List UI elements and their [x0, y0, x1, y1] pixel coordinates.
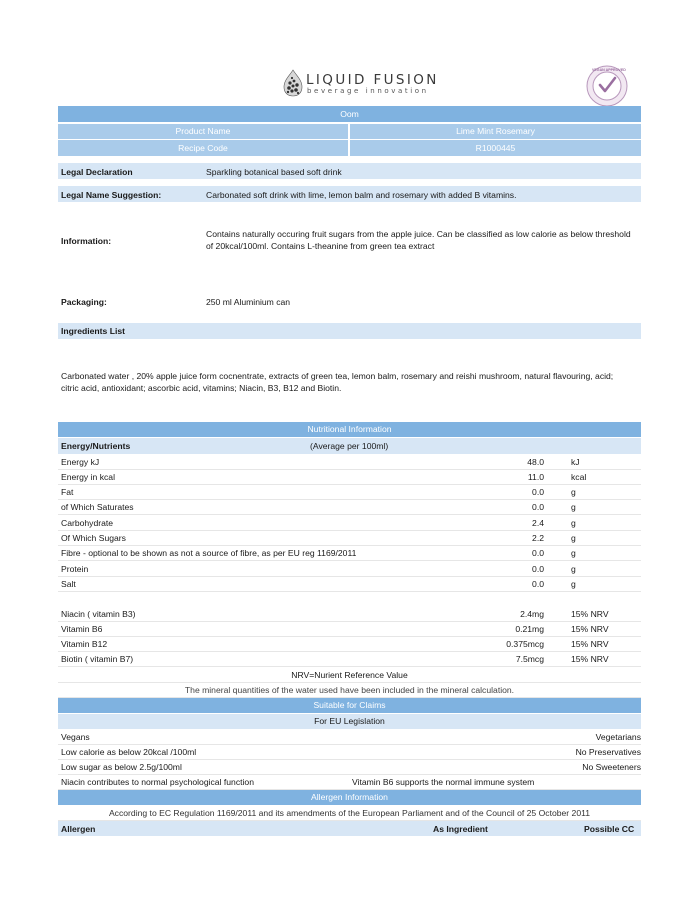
nutrient-name: Of Which Sugars — [61, 533, 126, 543]
nutrient-unit: g — [571, 518, 576, 528]
vitamin-value: 0.21mg — [515, 624, 544, 634]
claim-mid: Vitamin B6 supports the normal immune system — [352, 777, 535, 787]
logo-line2: beverage innovation — [307, 87, 429, 95]
nutrition-row — [58, 577, 641, 592]
nutrition-title: Nutritional Information — [58, 422, 641, 437]
nutrient-value: 0.0 — [532, 487, 544, 497]
recipe-code-label: Recipe Code — [58, 140, 348, 156]
nutrient-name: Carbohydrate — [61, 518, 114, 528]
vitamin-value: 0.375mcg — [506, 639, 544, 649]
vitamin-row — [58, 637, 641, 652]
nutrient-name: Fibre - optional to be shown as not a source of fibre, as per EU reg 1169/2011 — [61, 548, 357, 558]
nutrient-name: Protein — [61, 564, 89, 574]
claim-left: Niacin contributes to normal psychological function — [61, 777, 254, 787]
product-name-label: Product Name — [58, 124, 348, 139]
nutrition-row — [58, 546, 641, 561]
product-name-value: Lime Mint Rosemary — [350, 124, 641, 139]
allergen-col-cc: Possible CC — [584, 824, 635, 834]
vitamin-name: Vitamin B12 — [61, 639, 108, 649]
vitamin-row — [58, 622, 641, 637]
allergen-regulation: According to EC Regulation 1169/2011 and its amendments of the European Parliament and of the Council of 25 October 2011 — [58, 806, 641, 821]
claims-row — [58, 730, 641, 745]
nutrient-value: 11.0 — [527, 472, 544, 482]
nutrient-name: Energy kJ — [61, 457, 100, 467]
nutrient-unit: g — [571, 487, 576, 497]
claims-subtitle: For EU Legislation — [58, 714, 641, 729]
legal-declaration-label: Legal Declaration — [61, 167, 133, 177]
nutrient-name: Energy in kcal — [61, 472, 115, 482]
claim-right: No Preservatives — [575, 747, 641, 757]
nutrient-name: Fat — [61, 487, 74, 497]
ingredients-list-header: Ingredients List — [58, 323, 641, 339]
vitamin-name: Vitamin B6 — [61, 624, 103, 634]
claim-left: Low sugar as below 2.5g/100ml — [61, 762, 182, 772]
nutrient-unit: kcal — [571, 472, 587, 482]
vitamin-value: 2.4mg — [520, 609, 544, 619]
claims-title: Suitable for Claims — [58, 698, 641, 713]
nutrient-unit: g — [571, 548, 576, 558]
nutrient-unit: g — [571, 502, 576, 512]
nrv-note: NRV=Nurient Reference Value — [58, 668, 641, 683]
nutrition-row — [58, 470, 641, 485]
allergen-col-ingredient: As Ingredient — [433, 824, 488, 834]
vitamin-nrv: 15% NRV — [571, 624, 609, 634]
nutrition-row — [58, 516, 641, 531]
claims-row — [58, 745, 641, 760]
mineral-note: The mineral quantities of the water used have been included in the mineral calculation. — [58, 683, 641, 698]
claim-right: No Sweeteners — [582, 762, 641, 772]
allergen-header-row — [58, 821, 641, 836]
packaging-value: 250 ml Aluminium can — [206, 297, 291, 307]
company-logo — [282, 68, 439, 100]
nutrient-unit: g — [571, 533, 576, 543]
nutrient-name: of Which Saturates — [61, 502, 134, 512]
nutrient-value: 0.0 — [532, 579, 544, 589]
company-band: Oom — [58, 106, 641, 122]
vitamin-row — [58, 652, 641, 667]
vitamin-nrv: 15% NRV — [571, 609, 609, 619]
information-value: Contains naturally occuring fruit sugars from the apple juice. Can be classified as low calorie as below threshold of 20kcal/100ml. Contains L-theanine from green tea extract — [206, 229, 631, 251]
nutrition-row — [58, 455, 641, 470]
nutrient-value: 0.0 — [532, 564, 544, 574]
nutrient-value: 2.4 — [532, 518, 544, 528]
allergen-title: Allergen Information — [58, 790, 641, 805]
nutrient-value: 0.0 — [532, 548, 544, 558]
vitamin-nrv: 15% NRV — [571, 639, 609, 649]
droplet-cluster-icon — [282, 69, 304, 97]
ingredients-text: Carbonated water , 20% apple juice form cocnentrate, extracts of green tea, lemon balm, rosemary and reishi mushroom, natural flavouring, acid; citric acid, antioxidant; ascorbic acid, vitamins; Niacin, B3, B12 and Biotin. — [61, 371, 614, 393]
claims-row — [58, 760, 641, 775]
vitamin-value: 7.5mcg — [515, 654, 544, 664]
claims-row — [58, 775, 641, 790]
average-per-label: (Average per 100ml) — [310, 441, 389, 451]
nutrient-value: 2.2 — [532, 533, 544, 543]
badge-text: VEGAN APPROVED — [592, 68, 626, 72]
legal-name-label: Legal Name Suggestion: — [61, 190, 162, 200]
nutrient-unit: kJ — [571, 457, 580, 467]
vitamin-name: Niacin ( vitamin B3) — [61, 609, 136, 619]
legal-declaration-row — [58, 163, 641, 179]
claim-left: Vegans — [61, 732, 90, 742]
nutrition-row — [58, 531, 641, 546]
vitamin-nrv: 15% NRV — [571, 654, 609, 664]
packaging-label: Packaging: — [61, 297, 107, 307]
nutrition-row — [58, 485, 641, 500]
nutrient-name: Salt — [61, 579, 76, 589]
claim-right: Vegetarians — [595, 732, 641, 742]
energy-nutrients-label: Energy/Nutrients — [61, 441, 131, 451]
nutrition-row — [58, 562, 641, 577]
recipe-code-value: R1000445 — [350, 140, 641, 156]
nutrition-row — [58, 500, 641, 515]
nutrient-unit: g — [571, 579, 576, 589]
information-label: Information: — [61, 236, 112, 246]
claim-left: Low calorie as below 20kcal /100ml — [61, 747, 197, 757]
nutrient-value: 0.0 — [532, 502, 544, 512]
nutrient-unit: g — [571, 564, 576, 574]
vitamin-name: Biotin ( vitamin B7) — [61, 654, 134, 664]
nutrient-value: 48.0 — [527, 457, 544, 467]
legal-declaration-value: Sparkling botanical based soft drink — [206, 167, 342, 177]
vitamin-row — [58, 607, 641, 622]
legal-name-value: Carbonated soft drink with lime, lemon balm and rosemary with added B vitamins. — [206, 190, 517, 200]
vegan-badge — [586, 65, 628, 107]
allergen-col-allergen: Allergen — [61, 824, 96, 834]
logo-line1: LIQUID FUSION — [306, 72, 439, 88]
